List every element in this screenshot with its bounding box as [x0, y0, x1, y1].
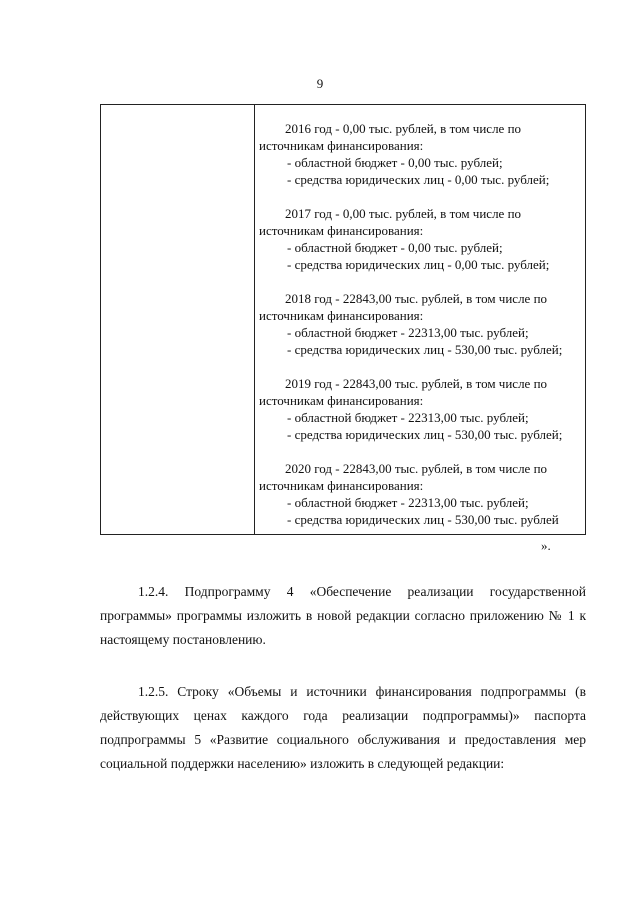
year-header: 2016 год - 0,00 тыс. рублей, в том числе по — [285, 121, 522, 136]
source-legal-entities: - средства юридических лиц - 530,00 тыс. рублей — [287, 512, 559, 527]
source-legal-entities: - средства юридических лиц - 530,00 тыс. рублей; — [287, 342, 563, 357]
year-header: 2017 год - 0,00 тыс. рублей, в том числе по — [285, 206, 522, 221]
closing-quote-mark: ». — [541, 538, 551, 553]
year-continuation: источникам финансирования: — [259, 308, 424, 323]
year-header: 2019 год - 22843,00 тыс. рублей, в том числе по — [285, 376, 548, 391]
year-block-2017 — [259, 205, 584, 273]
source-legal-entities: - средства юридических лиц - 530,00 тыс. рублей; — [287, 427, 563, 442]
source-regional-budget: - областной бюджет - 0,00 тыс. рублей; — [287, 155, 503, 170]
year-header: 2018 год - 22843,00 тыс. рублей, в том числе по — [285, 291, 548, 306]
year-header: 2020 год - 22843,00 тыс. рублей, в том числе по — [285, 461, 548, 476]
table-cell-funding-details — [259, 120, 584, 528]
source-legal-entities: - средства юридических лиц - 0,00 тыс. рублей; — [287, 172, 550, 187]
year-block-2018 — [259, 290, 584, 358]
source-legal-entities: - средства юридических лиц - 0,00 тыс. рублей; — [287, 257, 550, 272]
year-continuation: источникам финансирования: — [259, 223, 424, 238]
source-regional-budget: - областной бюджет - 0,00 тыс. рублей; — [287, 240, 503, 255]
year-block-2016 — [259, 120, 584, 188]
source-regional-budget: - областной бюджет - 22313,00 тыс. рублей; — [287, 495, 529, 510]
year-continuation: источникам финансирования: — [259, 478, 424, 493]
year-block-2019 — [259, 375, 584, 443]
year-continuation: источникам финансирования: — [259, 138, 424, 153]
page-number: 9 — [316, 76, 324, 91]
source-regional-budget: - областной бюджет - 22313,00 тыс. рублей; — [287, 325, 529, 340]
year-continuation: источникам финансирования: — [259, 393, 424, 408]
paragraph-1-2-4: 1.2.4. Подпрограмму 4 «Обеспечение реализации государственной программы» программы изложить в новой редакции согласно приложению № 1 к настоящему постановлению. — [100, 583, 586, 647]
paragraph-1-2-5: 1.2.5. Строку «Объемы и источники финансирования подпрограммы (в действующих ценах каждого года реализации подпрограммы)» паспорта подпрограммы 5 «Развитие социального обслуживания и предоставления мер социальной поддержки населению» изложить в следующей редакции: — [100, 683, 586, 771]
table-column-divider — [254, 104, 255, 535]
year-block-2020 — [259, 460, 584, 528]
source-regional-budget: - областной бюджет - 22313,00 тыс. рублей; — [287, 410, 529, 425]
